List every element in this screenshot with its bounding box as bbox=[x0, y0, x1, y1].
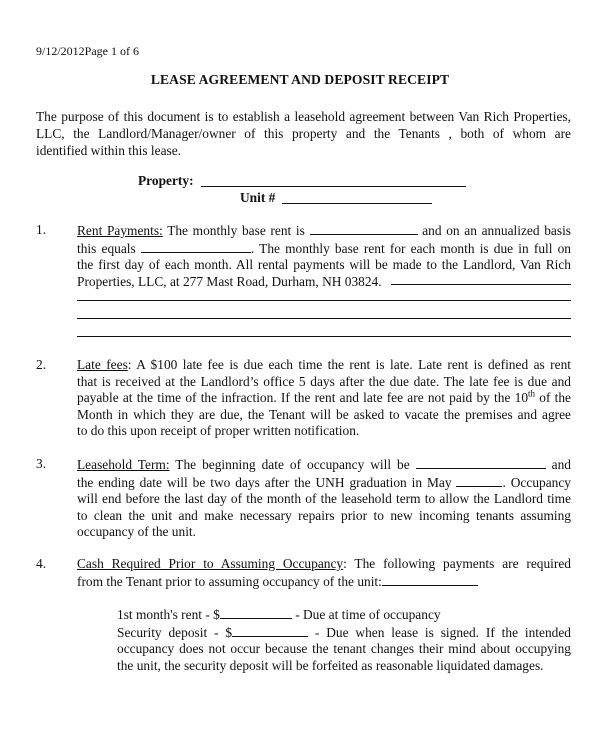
section-2-heading: Late fees bbox=[77, 357, 128, 372]
section-3-number: 3. bbox=[36, 456, 47, 471]
unit-field-line[interactable] bbox=[282, 203, 432, 204]
payment-list: 1st month's rent - $ - Due at time of occupancy Security deposit - $ - Due when lease is signed. If the intended occupancy does not occur because the tenant changes their mind about occupying the unit, the security deposit will be forfeited as reasonable liquidated damages. bbox=[117, 607, 571, 673]
cash-required-blank[interactable] bbox=[382, 573, 478, 586]
first-month-rent-item: 1st month's rent - $ - Due at time of occupancy bbox=[117, 607, 441, 622]
property-label: Property: bbox=[138, 173, 194, 188]
document-title: LEASE AGREEMENT AND DEPOSIT RECEIPT bbox=[150, 72, 450, 87]
section-4-cash-required: Cash Required Prior to Assuming Occupancy: The following payments are required from the Tenant prior to assuming occupancy of the unit: bbox=[77, 556, 571, 589]
section-2-number: 2. bbox=[36, 357, 47, 372]
first-month-rent-amount-blank[interactable] bbox=[220, 606, 292, 619]
occupancy-start-blank[interactable] bbox=[416, 456, 546, 469]
section-1-number: 1. bbox=[36, 222, 47, 237]
intro-line-1: The purpose of this document is to establish a leasehold agreement between Van Rich Properties, bbox=[36, 109, 571, 124]
section-4-heading: Cash Required Prior to Assuming Occupancy bbox=[77, 556, 344, 571]
header-date-page: 9/12/2012Page 1 of 6 bbox=[36, 44, 139, 58]
graduation-date-blank[interactable] bbox=[456, 474, 502, 487]
monthly-rent-blank[interactable] bbox=[310, 222, 418, 235]
annualized-rent-blank[interactable] bbox=[141, 240, 251, 253]
property-field-line[interactable] bbox=[201, 186, 466, 187]
section-1-blank-line-a[interactable] bbox=[391, 284, 571, 285]
intro-paragraph bbox=[36, 108, 571, 159]
section-1-heading: Rent Payments: bbox=[77, 223, 163, 238]
unit-label: Unit # bbox=[240, 190, 276, 205]
security-deposit-amount-blank[interactable] bbox=[232, 624, 308, 637]
section-1-rent-payments: Rent Payments: The monthly base rent is and on an annualized basis this equals . The monthly base rent for each month is due in full on the first day of each month. All rental payments will be made to the Landlord, Van Rich Properties, LLC, at 277 Mast Road, Durham, NH 03824. bbox=[77, 223, 572, 289]
section-1-blank-line-d[interactable] bbox=[77, 336, 571, 337]
intro-line-3: identified within this lease. bbox=[36, 143, 182, 158]
section-2-late-fees: Late fees: A $100 late fee is due each time the rent is late. Late rent is defined as rent that is received at the Landlord’s office 5 days after the due date. The late fee is due and payable at the time of the infraction. If the rent and late fee are not paid by the 10th of the Month in which they are due, the Tenant will be asked to vacate the premises and agree to do this upon receipt of proper written notification. bbox=[77, 357, 571, 438]
intro-line-2: LLC, the Landlord/Manager/owner of this property and the Tenants , both of whom are bbox=[36, 126, 571, 141]
section-3-leasehold-term: Leasehold Term: The beginning date of occupancy will be and the ending date will be two days after the UNH graduation in May . Occupancy will end before the last day of the month of the leasehold term to allow the Landlord time to clean the unit and make necessary repairs prior to new incoming tenants assuming occupancy of the unit. bbox=[77, 457, 571, 539]
section-4-number: 4. bbox=[36, 556, 47, 571]
section-1-blank-line-b[interactable] bbox=[77, 300, 571, 301]
section-3-heading: Leasehold Term: bbox=[77, 457, 170, 472]
section-1-blank-line-c[interactable] bbox=[77, 318, 571, 319]
security-deposit-item: Security deposit - $ - Due when lease is signed. If the intended bbox=[117, 624, 571, 640]
